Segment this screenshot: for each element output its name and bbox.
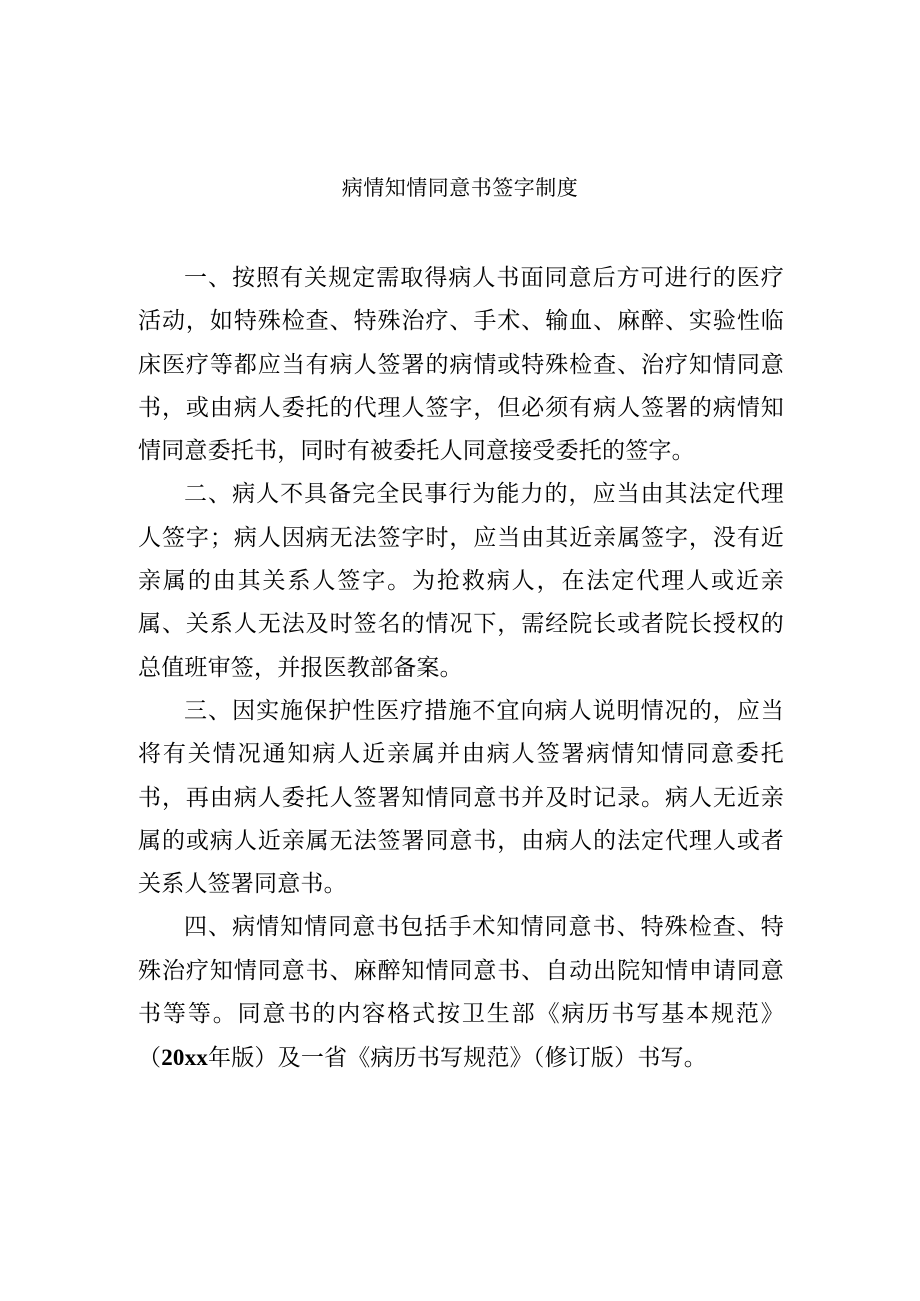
paragraph-3: 三、因实施保护性医疗措施不宜向病人说明情况的，应当将有关情况通知病人近亲属并由病人签署病情知情同意委托书，再由病人委托人签署知情同意书并及时记录。病人无近亲属的或病人近亲属无法签署同意书，由病人的法定代理人或者关系人签署同意书。 (138, 697, 784, 898)
paragraph-1: 一、按照有关规定需取得病人书面同意后方可进行的医疗活动，如特殊检查、特殊治疗、手术、输血、麻醉、实验性临床医疗等都应当有病人签署的病情或特殊检查、治疗知情同意书，或由病人委托的代理人签字，但必须有病人签署的病情知情同意委托书，同时有被委托人同意接受委托的签字。 (138, 265, 784, 465)
paragraph-4-text-after: 年版）及一省《病历书写规范》（修订版）书写。 (208, 1045, 707, 1072)
paragraph-2: 二、病人不具备完全民事行为能力的，应当由其法定代理人签字；病人因病无法签字时，应当由其近亲属签字，没有近亲属的由其关系人签字。为抢救病人，在法定代理人或近亲属、关系人无法及时签名的情况下，需经院长或者院长授权的总值班审签，并报医教部备案。 (138, 481, 784, 681)
paragraph-4 (138, 906, 784, 1080)
document-body (138, 257, 784, 1081)
paragraph-4-year: 20xx (161, 1045, 209, 1071)
document-title: 病情知情同意书签字制度 (341, 176, 579, 200)
paragraph-4-text-before: 四、病情知情同意书包括手术知情同意书、特殊检查、特殊治疗知情同意书、麻醉知情同意书、自动出院知情申请同意书等等。同意书的内容格式按卫生部《病历书写基本规范》（ (138, 914, 784, 1072)
